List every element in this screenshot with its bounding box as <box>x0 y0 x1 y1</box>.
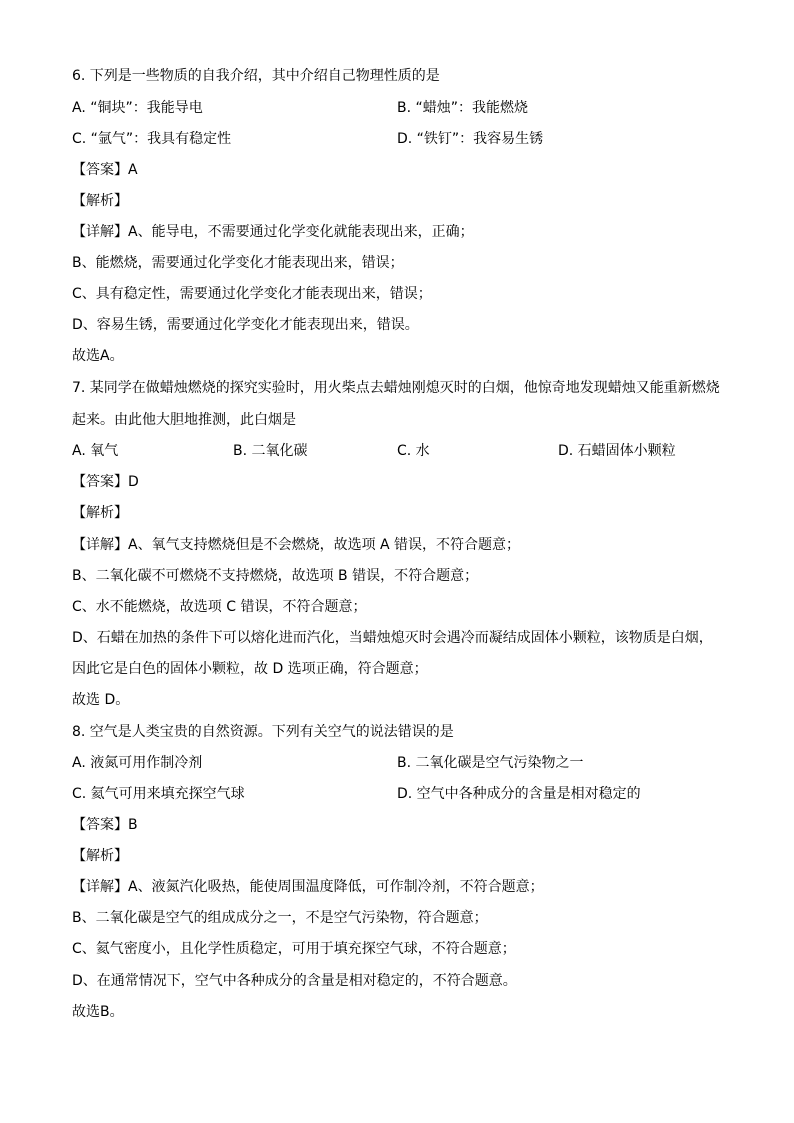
q8-answer: 【答案】B <box>72 817 138 833</box>
q7-answer: 【答案】D <box>72 474 139 490</box>
q8-analysis-label: 【解析】 <box>72 848 128 864</box>
q7-detail-line: B、二氧化碳不可燃烧不支持燃烧，故选项 B 错误，不符合题意； <box>72 568 479 584</box>
q7-option-b: B. 二氧化碳 <box>233 443 308 459</box>
q7-option-d: D. 石蜡固体小颗粒 <box>558 443 676 459</box>
q8-option-b: B. 二氧化碳是空气污染物之一 <box>397 755 584 771</box>
q6-option-c: C. “氩气”：我具有稳定性 <box>72 131 232 147</box>
q6-detail-line: B、能燃烧，需要通过化学变化才能表现出来，错误； <box>72 255 404 271</box>
q8-detail-line: B、二氧化碳是空气的组成成分之一，不是空气污染物，符合题意； <box>72 910 488 926</box>
q8-detail-line: D、在通常情况下，空气中各种成分的含量是相对稳定的，不符合题意。 <box>72 973 517 989</box>
q6-conclusion: 故选A。 <box>72 348 124 364</box>
q6-stem: 6. 下列是一些物质的自我介绍，其中介绍自己物理性质的是 <box>72 68 440 84</box>
q8-option-d: D. 空气中各种成分的含量是相对稳定的 <box>397 786 641 802</box>
q6-analysis-label: 【解析】 <box>72 193 128 209</box>
q7-conclusion: 故选 D。 <box>72 692 130 708</box>
q6-detail-line: C、具有稳定性，需要通过化学变化才能表现出来，错误； <box>72 286 432 302</box>
q6-detail-line: D、容易生锈，需要通过化学变化才能表现出来，错误。 <box>72 317 419 333</box>
q8-detail-line: 【详解】A、液氮汽化吸热，能使周围温度降低，可作制冷剂，不符合题意； <box>72 879 544 895</box>
q7-detail-line: C、水不能燃烧，故选项 C 错误，不符合题意； <box>72 599 367 615</box>
q6-option-d: D. “铁钉”：我容易生锈 <box>397 131 544 147</box>
q8-conclusion: 故选B。 <box>72 1004 124 1020</box>
q8-detail-line: C、氦气密度小，且化学性质稳定，可用于填充探空气球，不符合题意； <box>72 941 516 957</box>
q7-option-c: C. 水 <box>397 443 430 459</box>
q7-detail-line: 因此它是白色的固体小颗粒，故 D 选项正确，符合题意； <box>72 661 428 677</box>
q7-stem-line-2: 起来。由此他大胆地推测，此白烟是 <box>72 412 296 428</box>
q7-detail-line: 【详解】A、氧气支持燃烧但是不会燃烧，故选项 A 错误，不符合题意； <box>72 537 521 553</box>
q6-answer: 【答案】A <box>72 162 138 178</box>
q8-option-c: C. 氦气可用来填充探空气球 <box>72 786 245 802</box>
q7-detail-line: D、石蜡在加热的条件下可以熔化进而汽化，当蜡烛熄灭时会遇冷而凝结成固体小颗粒，该物质是白烟， <box>72 630 713 646</box>
q6-option-a: A. “铜块”：我能导电 <box>72 100 203 116</box>
q6-detail-line: 【详解】A、能导电，不需要通过化学变化就能表现出来，正确； <box>72 224 474 240</box>
q7-option-a: A. 氧气 <box>72 443 119 459</box>
q6-option-b: B. “蜡烛”：我能燃烧 <box>397 100 529 116</box>
q8-stem: 8. 空气是人类宝贵的自然资源。下列有关空气的说法错误的是 <box>72 724 454 740</box>
q7-stem-line-1: 7. 某同学在做蜡烛燃烧的探究实验时，用火柴点去蜡烛刚熄灭时的白烟，他惊奇地发现蜡烛又能重新燃烧 <box>72 380 720 396</box>
q8-option-a: A. 液氮可用作制冷剂 <box>72 755 203 771</box>
q7-analysis-label: 【解析】 <box>72 505 128 521</box>
